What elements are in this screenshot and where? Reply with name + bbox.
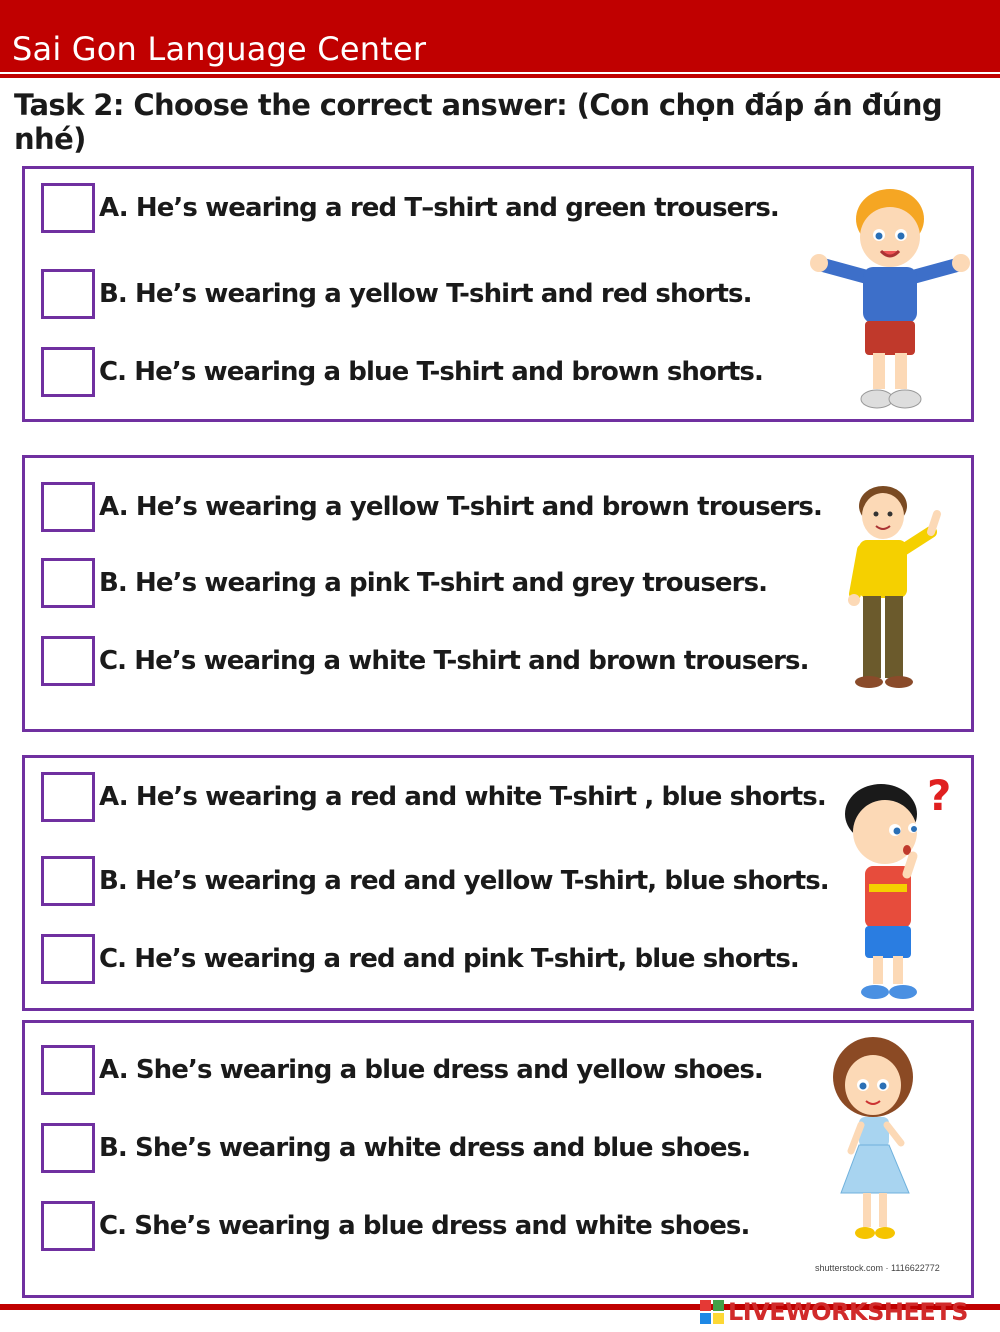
- answer-checkbox[interactable]: [41, 1201, 95, 1251]
- girl-blue-dress-illustration: [821, 1033, 931, 1247]
- option-label: A. She’s wearing a blue dress and yellow shoes.: [99, 1055, 763, 1085]
- boy-blue-shirt-illustration: [807, 177, 973, 417]
- question-3-option-c[interactable]: [41, 934, 841, 990]
- question-3: [22, 755, 974, 1011]
- question-3-option-a[interactable]: [41, 772, 841, 828]
- header-bar: [0, 0, 1000, 72]
- option-label: A. He’s wearing a red and white T-shirt , blue shorts.: [99, 782, 826, 812]
- liveworksheets-logo-icon: [700, 1300, 724, 1324]
- option-label: B. He’s wearing a pink T-shirt and grey trousers.: [99, 568, 768, 598]
- option-label: C. He’s wearing a white T-shirt and brown trousers.: [99, 646, 809, 676]
- question-1-option-a[interactable]: [41, 183, 841, 239]
- answer-checkbox[interactable]: [41, 1045, 95, 1095]
- answer-checkbox[interactable]: [41, 347, 95, 397]
- question-2-option-c[interactable]: [41, 636, 841, 692]
- liveworksheets-watermark: [700, 1296, 968, 1328]
- option-label: A. He’s wearing a yellow T-shirt and brown trousers.: [99, 492, 822, 522]
- option-label: A. He’s wearing a red T–shirt and green trousers.: [99, 193, 779, 223]
- answer-checkbox[interactable]: [41, 772, 95, 822]
- answer-checkbox[interactable]: [41, 482, 95, 532]
- answer-checkbox[interactable]: [41, 934, 95, 984]
- option-label: C. He’s wearing a red and pink T-shirt, blue shorts.: [99, 944, 799, 974]
- option-label: B. He’s wearing a red and yellow T-shirt, blue shorts.: [99, 866, 829, 896]
- answer-checkbox[interactable]: [41, 269, 95, 319]
- boy-yellow-shirt-illustration: [833, 478, 953, 694]
- answer-checkbox[interactable]: [41, 1123, 95, 1173]
- header-title: Sai Gon Language Center: [12, 30, 427, 68]
- answer-checkbox[interactable]: [41, 856, 95, 906]
- question-1: [22, 166, 974, 422]
- answer-checkbox[interactable]: [41, 636, 95, 686]
- option-label: B. He’s wearing a yellow T-shirt and red shorts.: [99, 279, 752, 309]
- task-title: Task 2: Choose the correct answer: (Con chọn đáp án đúng nhé): [14, 88, 943, 156]
- image-credit: shutterstock.com · 1116622772: [815, 1263, 940, 1273]
- answer-checkbox[interactable]: [41, 183, 95, 233]
- answer-checkbox[interactable]: [41, 558, 95, 608]
- boy-thinking-illustration: [835, 766, 963, 1006]
- question-4: [22, 1020, 974, 1298]
- question-4-option-c[interactable]: [41, 1201, 841, 1257]
- question-4-option-a[interactable]: [41, 1045, 841, 1101]
- question-1-option-b[interactable]: [41, 269, 841, 325]
- question-2-option-b[interactable]: [41, 558, 841, 614]
- option-label: C. She’s wearing a blue dress and white shoes.: [99, 1211, 750, 1241]
- question-1-option-c[interactable]: [41, 347, 841, 403]
- question-2: [22, 455, 974, 732]
- question-2-option-a[interactable]: [41, 482, 841, 538]
- question-3-option-b[interactable]: [41, 856, 841, 912]
- question-mark-icon: ?: [927, 771, 952, 820]
- question-4-option-b[interactable]: [41, 1123, 841, 1179]
- header-divider: [0, 74, 1000, 78]
- option-label: C. He’s wearing a blue T-shirt and brown shorts.: [99, 357, 763, 387]
- watermark-text: LIVEWORKSHEETS: [728, 1298, 968, 1326]
- option-label: B. She’s wearing a white dress and blue shoes.: [99, 1133, 751, 1163]
